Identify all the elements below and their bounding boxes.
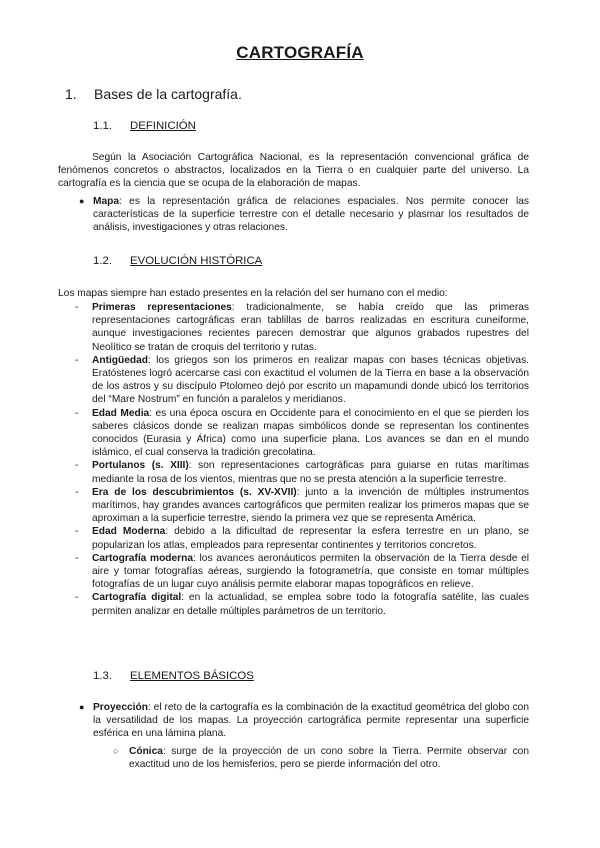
dash-marker: - [75,486,79,498]
item-text: : los griegos son los primeros en realizar mapas con bases técnicas objetivas. Eratóstenes logró acercarse casi con exactitud el volumen de la Tierra en base a la observación de los astros y su discípulo Ptolomeo dejó por escrito un mapamundi donde ubicó los territorios del “Mare Nostrum” en función a paralelos y meridianos. [92,354,529,406]
item-text: : son representaciones cartográficas para guiarse en rutas marítimas mediante la rosa de los vientos, mientras que no se presta atención a la superficie terrestre. [92,460,529,485]
subsection-number: 1.3. [93,670,112,682]
list-item [75,525,529,551]
list-item [75,354,529,407]
list-item [75,552,529,592]
list-item [75,407,529,460]
item-term: Portulanos (s. XIII) [92,460,189,472]
dash-marker: - [75,354,79,366]
section-heading-bases [65,86,242,102]
term-mapa: Mapa [93,196,120,207]
elements-sub-bullet-conica [129,745,529,771]
definition-paragraph: Según la Asociación Cartográfica Nacional, es la representación convencional gráfica de fenómenos concretos o abstractos, localizados en la Tierra o en cualquier parte del universo. La cartografía es la ciencia que se ocupa de la elaboración de mapas. [58,152,529,190]
subsection-title: ELEMENTOS BÁSICOS [130,670,254,682]
item-term: Cartografía moderna [92,552,194,564]
page-title: CARTOGRAFÍA [236,43,364,62]
item-text: : junto a la invención de múltiples instrumentos marítimos, hay grandes avances cartográficos que permiten realizar los primeros mapas que se aproximan a la superficie terrestre, siendo la primera vez que se representa América. [92,486,529,525]
list-item [75,486,529,526]
dash-marker: - [75,552,79,564]
subsection-heading-elementos [93,670,254,682]
evolution-intro: Los mapas siempre han estado presentes en la relación del ser humano con el medio: [58,288,448,299]
item-text: : es una época oscura en Occidente para el conocimiento en el que se pierden los saberes clásicos donde se realizan mapas simbólicos donde se representan los continentes conocidos (Eurasia y África) como una superficie plana. Los avances se dan en el mundo islámico, el cual conserva la tradición grecolatina. [92,407,529,459]
term-proyeccion-text: : el reto de la cartografía es la combinación de la exactitud geométrica del globo con la versatilidad de los mapas. La proyección cartográfica permite representar una superficie esférica en una lámina plana. [93,702,529,740]
item-term: Edad Media [92,407,150,419]
term-mapa-text: : es la representación gráfica de relaciones espaciales. Nos permite conocer las características de la superficie terrestre con el detalle necesario y plasmar los resultados de análisis, investigaciones y otras relaciones. [93,196,529,234]
subsection-number: 1.1. [93,120,112,132]
evolution-list [75,301,529,618]
item-text: : debido a la dificultad de representar la esfera terrestre en un plano, se popularizan los atlas, empleados para representar continentes y territorios concretos. [92,526,529,551]
circle-bullet-icon: ○ [113,746,119,756]
section-title: Bases de la cartografía. [94,86,242,102]
term-conica-text: : surge de la proyección de un cono sobre la Tierra. Permite observar con exactitud uno de los hemisferios, pero se pierde información del otro. [129,746,529,771]
dash-marker: - [75,302,79,313]
list-item [75,301,529,354]
definition-bullet-mapa [93,195,529,235]
dash-marker: - [75,407,79,419]
item-text: : en la actualidad, se emplea sobre todo la fotografía satélite, las cuales permiten analizar en detalle múltiples parámetros de un territorio. [92,592,530,617]
subsection-heading-definicion [93,120,196,132]
subsection-number: 1.2. [93,255,112,267]
term-conica: Cónica [129,746,163,757]
list-item [75,459,529,485]
subsection-heading-evolucion [93,255,262,267]
item-term: Cartografía digital [92,592,182,604]
term-proyeccion: Proyección [93,702,148,713]
section-number: 1. [65,86,77,102]
dash-marker: - [75,460,79,472]
dash-marker: - [75,592,79,604]
item-text: : los avances aeronáuticos permiten la observación de la Tierra desde el aire y tomar fotografías aéreas, surgiendo la fotogrametría, que consiste en tomar múltiples fotografías de un lugar cuyo análisis permite elaborar mapas topográficos en relieve. [92,552,529,591]
list-item [75,591,529,617]
item-term: Primeras representaciones [92,302,232,313]
bullet-icon: ● [79,702,85,712]
item-text: : tradicionalmente, se había creído que las primeras representaciones cartográficas eran tablillas de barros realizadas en escritura cuneiforme, aunque investigaciones recientes parecen demostrar que algunos grabados rupestres del Neolítico se tratan de croquis del territorio y rutas. [92,302,529,353]
item-term: Era de los descubrimientos (s. XV-XVII) [92,486,297,498]
subsection-title: DEFINICIÓN [130,120,196,132]
dash-marker: - [75,526,79,538]
item-term: Antigüedad [92,354,149,366]
elements-bullet-proyeccion [93,701,529,741]
bullet-icon: ● [79,196,85,206]
subsection-title: EVOLUCIÓN HISTÓRICA [130,255,263,267]
item-term: Edad Moderna [92,526,166,538]
